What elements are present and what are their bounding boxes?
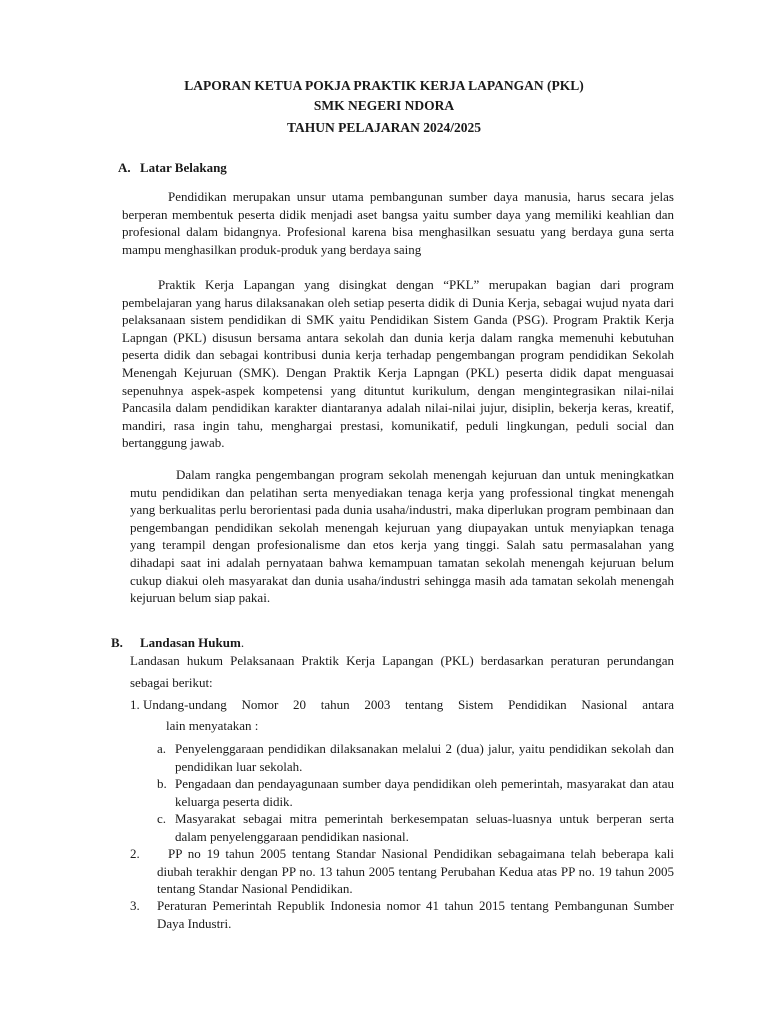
section-b-heading: Landasan Hukum. <box>140 635 245 650</box>
paragraph-latar-2: Praktik Kerja Lapangan yang disingkat dengan “PKL” merupakan bagian dari program pembelajaran yang harus dilaksanakan oleh setiap peserta didik di Dunia Kerja, sebagai wujud nyata dari pelaksanaan sistem pendidikan di SMK yaitu Pendidikan Sistem Ganda (PSG). Program Praktik Kerja Lapngan (PKL) disusun bersama antara sekolah dan dunia kerja dalam rangka memenuhi kebutuhan peserta didik dan sebagai kontribusi dunia kerja terhadap pengembangan program pendidikan Sekolah Menengah Kejuruan (SMK). Dengan Praktik Kerja Lapngan (PKL) peserta didik dapat menguasai sepenuhnya aspek-aspek kompetensi yang dituntut kurikulum, dengan mengintegrasikan nilai-nilai Pancasila dalam pendidikan karakter diantaranya adalah nilai-nilai jujur, disiplin, bekerja keras, kreatif, mandiri, rasa ingin tahu, menghargai prestasi, komunikatif, peduli lingkungan, peduli social dan bertanggung jawab. <box>122 277 674 451</box>
item-2-marker: 2. <box>130 846 140 861</box>
item-3 <box>130 897 674 932</box>
item-1-line-2: lain menyatakan : <box>166 718 259 733</box>
item-1-marker: 1. <box>130 697 140 712</box>
landasan-intro: Landasan hukum Pelaksanaan Praktik Kerja Lapangan (PKL) berdasarkan peraturan perundangan sebagai berikut: <box>130 653 674 690</box>
subitem-b <box>157 775 674 810</box>
title-line-3: TAHUN PELAJARAN 2024/2025 <box>286 120 481 135</box>
subitem-a <box>157 740 674 775</box>
paragraph-latar-1: Pendidikan merupakan unsur utama pembangunan sumber daya manusia, harus secara jelas berperan membentuk peserta didik menjadi aset bangsa yaitu sumber daya yang memiliki keahlian dan profesional dalam bidangnya. Profesional karena bisa menghasilkan sesuatu yang berdaya guna serta mampu menghasilkan produk-produk yang berdaya saing <box>122 189 674 257</box>
item-1-line-1: Undang-undang Nomor 20 tahun 2003 tentang Sistem Pendidikan Nasional antara <box>143 697 674 712</box>
item-3-text: Peraturan Pemerintah Republik Indonesia nomor 41 tahun 2015 tentang Pembangunan Sumber Daya Industri. <box>157 898 674 931</box>
paragraph-latar-3: Dalam rangka pengembangan program sekolah menengah kejuruan dan untuk meningkatkan mutu pendidikan dan pelatihan serta menyediakan tenaga kerja yang professional tingkat menengah yang berkualitas perlu berorientasi pada dunia usaha/industri, maka diperlukan program pembinaan dan pengembangan pendidikan sekolah menengah kejuruan yang diupayakan untuk menyiapkan tenaga yang terampil dengan profesionalisme dan etos kerja yang tinggi. Salah satu permasalahan yang dihadapi saat ini adalah pernyataan bahwa kemampuan tamatan sekolah menengah kejuruan belum cukup diakui oleh masyarakat dan dunia usaha/industri sehingga masih ada tamatan sekolah menengah kejuruan belum siap pakai. <box>130 467 674 606</box>
section-a-marker: A. <box>118 160 131 175</box>
title-line-2: SMK NEGERI NDORA <box>313 98 455 113</box>
subitem-c-text: Masyarakat sebagai mitra pemerintah berkesempatan seluas-luasnya untuk berperan serta dalam penyelenggaraan pendidikan nasional. <box>175 811 674 844</box>
subitem-a-text: Penyelenggaraan pendidikan dilaksanakan melalui 2 (dua) jalur, yaitu pendidikan sekolah dan pendidikan luar sekolah. <box>175 741 674 774</box>
section-a-heading: Latar Belakang <box>140 160 227 175</box>
subitem-a-marker: a. <box>157 741 167 756</box>
item-2-text: PP no 19 tahun 2005 tentang Standar Nasional Pendidikan sebagaimana telah beberapa kali diubah terakhir dengan PP no. 13 tahun 2005 tentang Perubahan Kedua atas PP no. 19 tahun 2005 tentang Standar Nasional Pendidikan. <box>157 846 674 896</box>
subitem-b-text: Pengadaan dan pendayagunaan sumber daya pendidikan oleh pemerintah, masyarakat dan atau keluarga peserta didik. <box>175 776 674 809</box>
subitem-c <box>157 810 674 845</box>
section-b-marker: B. <box>111 635 123 650</box>
subitem-b-marker: b. <box>157 776 167 791</box>
item-2 <box>130 845 674 898</box>
subitem-c-marker: c. <box>157 811 167 826</box>
item-3-marker: 3. <box>130 898 140 913</box>
title-line-1: LAPORAN KETUA POKJA PRAKTIK KERJA LAPANGAN (PKL) <box>184 78 584 93</box>
